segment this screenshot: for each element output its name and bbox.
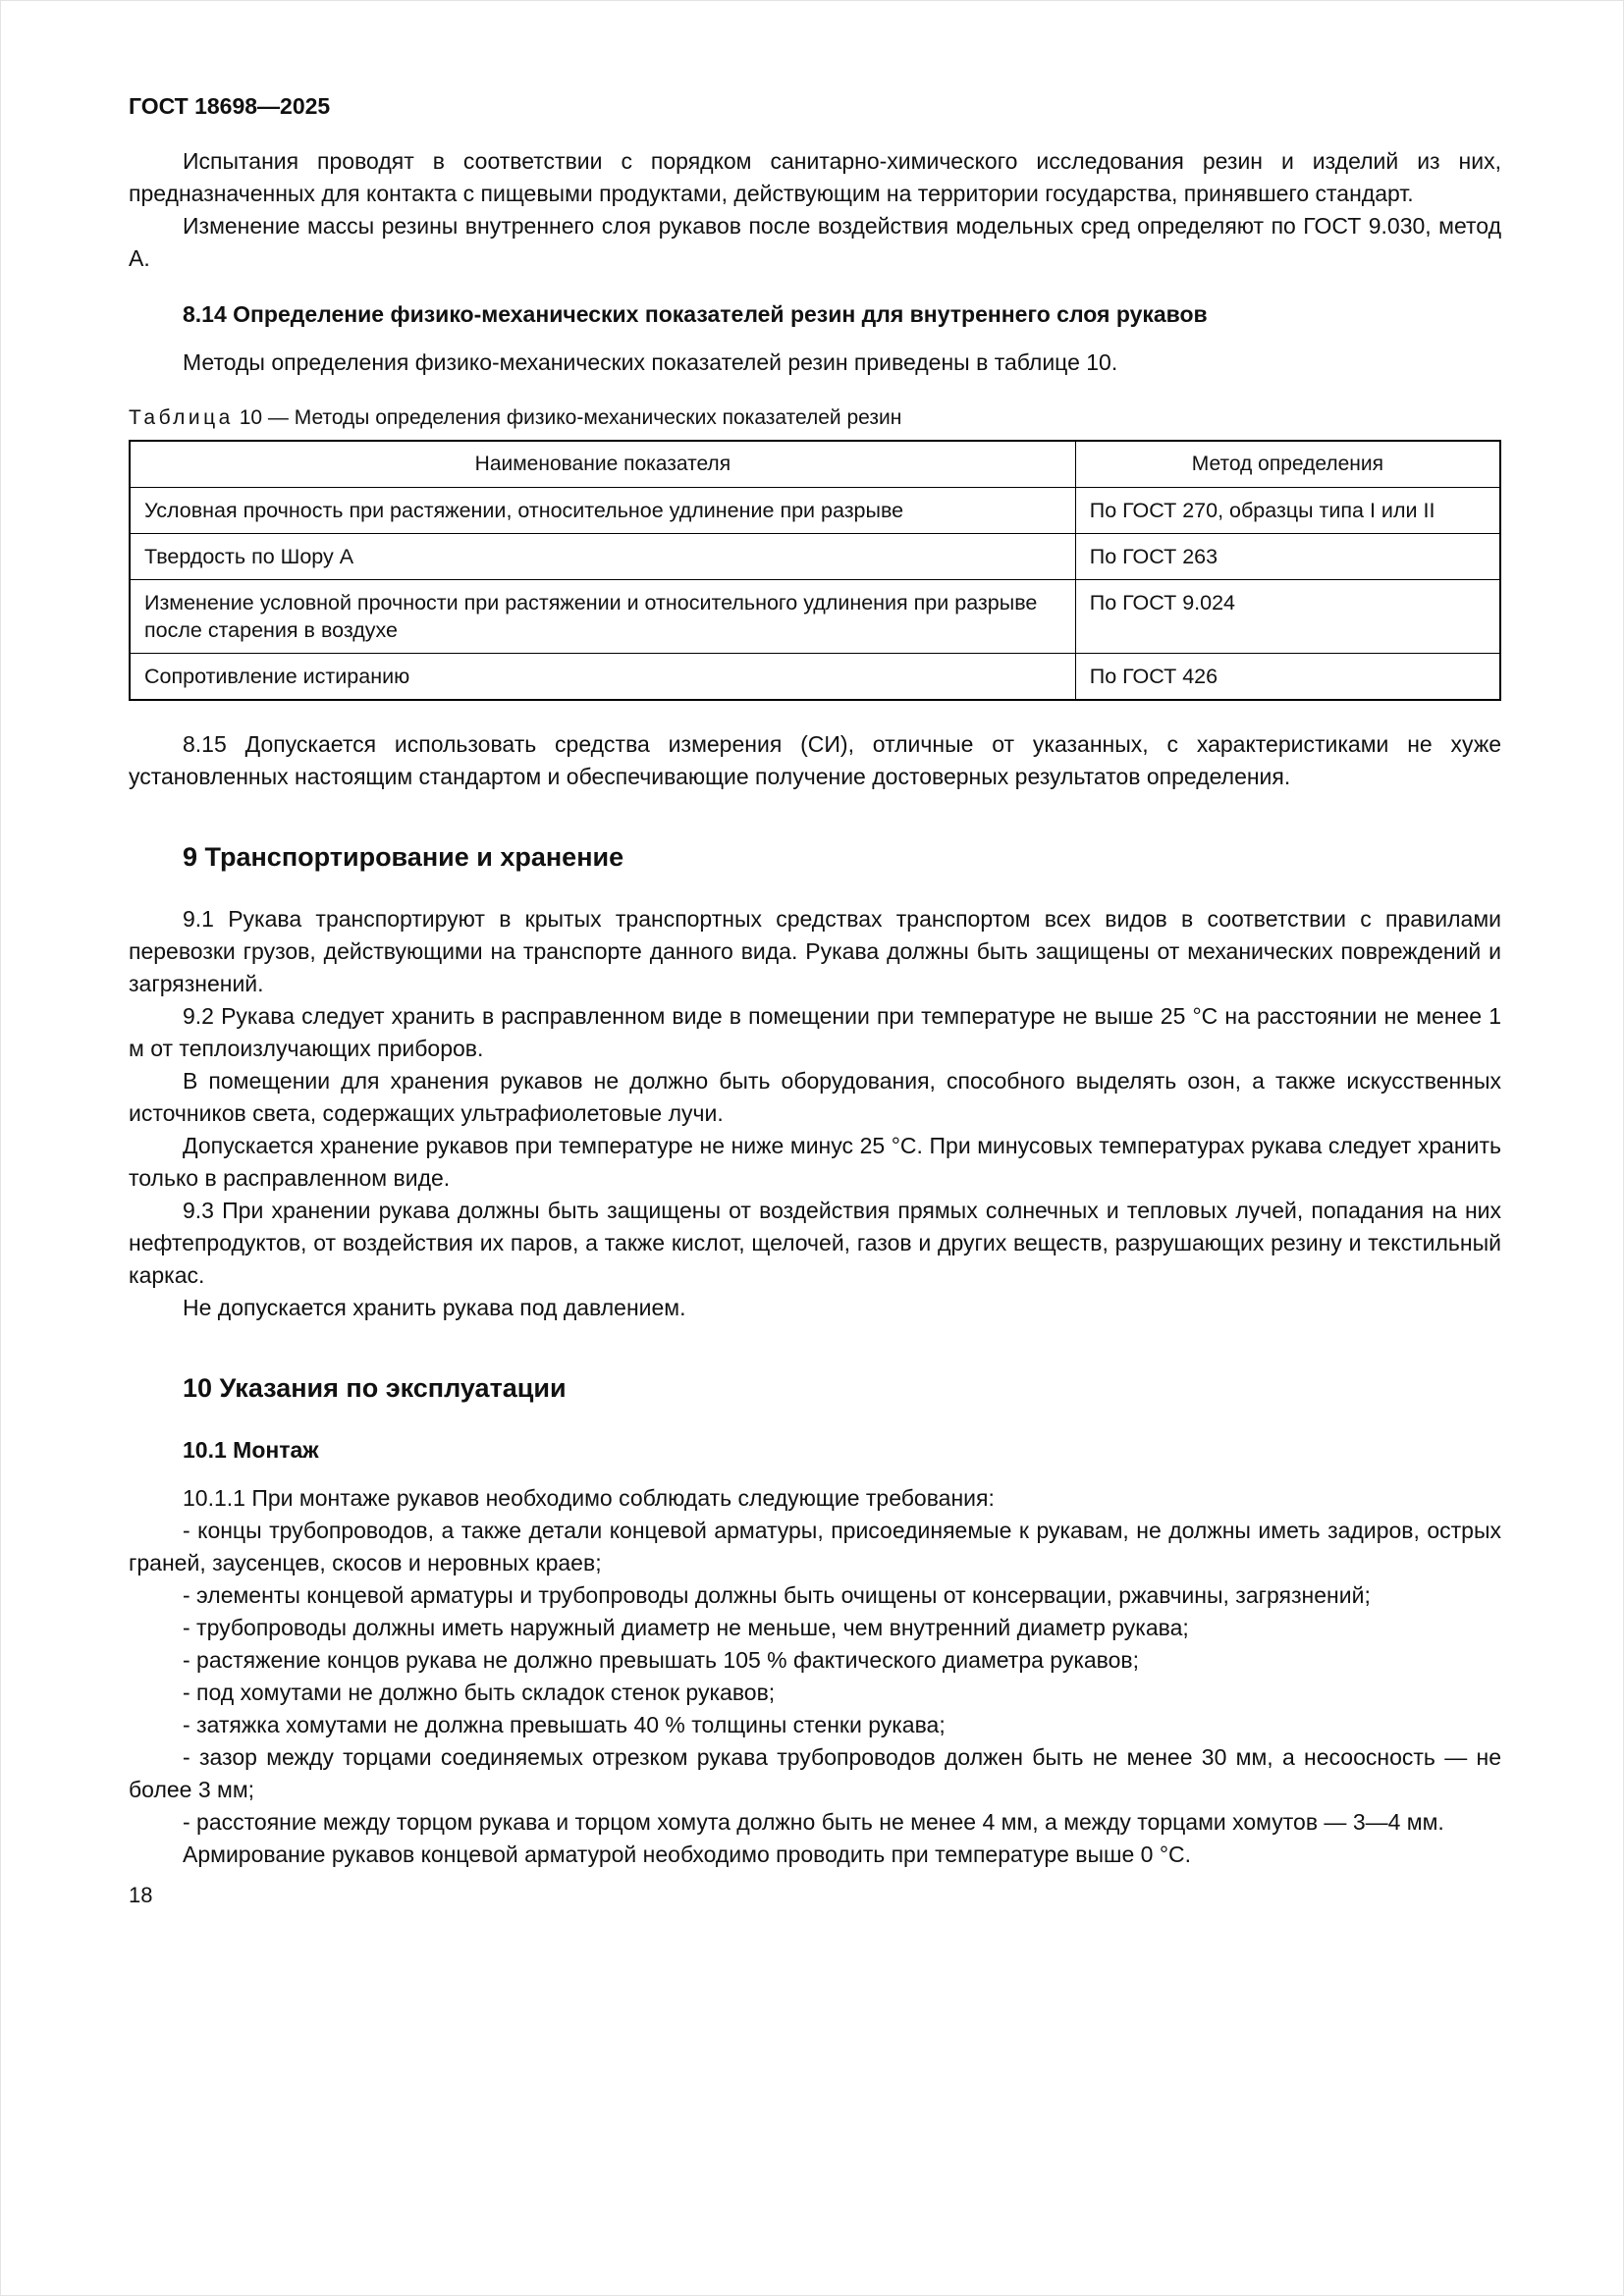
table-cell-indicator: Изменение условной прочности при растяжении и относительного удлинения при разрыве после старения в воздухе: [130, 580, 1075, 654]
table-cell-method: По ГОСТ 263: [1075, 534, 1500, 580]
list-item: - расстояние между торцом рукава и торцом хомута должно быть не менее 4 мм, а между торцами хомутов — 3—4 мм.: [183, 1809, 1444, 1835]
section-heading-8-14: 8.14 Определение физико-механических показателей резин для внутреннего слоя рукавов: [183, 301, 1208, 327]
paragraph: 9.3 При хранении рукава должны быть защищены от воздействия прямых солнечных и тепловых лучей, попадания на них нефтепродуктов, от воздействия их паров, а также кислот, щелочей, газов и других веществ, разрушающих резину и текстильный каркас.: [129, 1198, 1501, 1288]
table-row: [130, 654, 1500, 701]
page-number: 18: [129, 1883, 153, 1907]
section-heading-10: 10 Указания по эксплуатации: [183, 1373, 567, 1403]
table-row: [130, 534, 1500, 580]
table-row: [130, 580, 1500, 654]
document-header: ГОСТ 18698—2025: [129, 93, 331, 119]
paragraph: В помещении для хранения рукавов не должно быть оборудования, способного выделять озон, а также искусственных источников света, содержащих ультрафиолетовые лучи.: [129, 1068, 1501, 1126]
table-col-header-indicator: Наименование показателя: [130, 441, 1075, 488]
list-item: - концы трубопроводов, а также детали концевой арматуры, присоединяемые к рукавам, не должны иметь задиров, острых граней, заусенцев, скосов и неровных краев;: [129, 1518, 1501, 1575]
table-row: [130, 488, 1500, 534]
paragraph: Изменение массы резины внутреннего слоя рукавов после воздействия модельных сред определяют по ГОСТ 9.030, метод А.: [129, 213, 1501, 271]
paragraph: Допускается хранение рукавов при температуре не ниже минус 25 °С. При минусовых температурах рукава следует хранить только в расправленном виде.: [129, 1133, 1501, 1191]
list-item: - затяжка хомутами не должна превышать 40 % толщины стенки рукава;: [183, 1712, 946, 1737]
table-col-header-method: Метод определения: [1075, 441, 1500, 488]
paragraph: 9.2 Рукава следует хранить в расправленном виде в помещении при температуре не выше 25 °С на расстоянии не менее 1 м от теплоизлучающих приборов.: [129, 1003, 1501, 1061]
table-caption-word: Таблица: [129, 406, 234, 429]
list-item: - под хомутами не должно быть складок стенок рукавов;: [183, 1680, 776, 1705]
paragraph: 9.1 Рукава транспортируют в крытых транспортных средствах транспортом всех видов в соответствии с правилами перевозки грузов, действующими на транспорте данного вида. Рукава должны быть защищены от механических повреждений и загрязнений.: [129, 906, 1501, 996]
paragraph: Методы определения физико-механических показателей резин приведены в таблице 10.: [183, 349, 1118, 375]
table-header-row: [130, 441, 1500, 488]
table-cell-indicator: Твердость по Шору А: [130, 534, 1075, 580]
paragraph: Испытания проводят в соответствии с порядком санитарно-химического исследования резин и изделий из них, предназначенных для контакта с пищевыми продуктами, действующим на территории государства, принявшего стандарт.: [129, 148, 1501, 206]
list-item: - зазор между торцами соединяемых отрезком рукава трубопроводов должен быть не менее 30 мм, а несоосность — не более 3 мм;: [129, 1744, 1501, 1802]
section-heading-10-1: 10.1 Монтаж: [183, 1437, 319, 1463]
table-cell-indicator: Условная прочность при растяжении, относительное удлинение при разрыве: [130, 488, 1075, 534]
paragraph: Армирование рукавов концевой арматурой необходимо проводить при температуре выше 0 °С.: [183, 1842, 1192, 1867]
paragraph: 8.15 Допускается использовать средства измерения (СИ), отличные от указанных, с характеристиками не хуже установленных настоящим стандартом и обеспечивающие получение достоверных результатов определения.: [129, 731, 1501, 789]
table-caption: [129, 404, 1501, 432]
table-caption-number: 10: [239, 406, 263, 429]
paragraph: Не допускается хранить рукава под давлением.: [183, 1295, 686, 1320]
table-cell-method: По ГОСТ 426: [1075, 654, 1500, 701]
table-cell-method: По ГОСТ 9.024: [1075, 580, 1500, 654]
table-10: [129, 440, 1501, 701]
section-heading-9: 9 Транспортирование и хранение: [183, 842, 624, 872]
list-item: - растяжение концов рукава не должно превышать 105 % фактического диаметра рукавов;: [183, 1647, 1140, 1673]
paragraph: 10.1.1 При монтаже рукавов необходимо соблюдать следующие требования:: [183, 1485, 995, 1511]
list-item: - трубопроводы должны иметь наружный диаметр не меньше, чем внутренний диаметр рукава;: [183, 1615, 1189, 1640]
table-caption-text: — Методы определения физико-механических показателей резин: [267, 406, 902, 429]
list-item: - элементы концевой арматуры и трубопроводы должны быть очищены от консервации, ржавчины, загрязнений;: [183, 1582, 1371, 1608]
table-cell-method: По ГОСТ 270, образцы типа I или II: [1075, 488, 1500, 534]
table-cell-indicator: Сопротивление истиранию: [130, 654, 1075, 701]
